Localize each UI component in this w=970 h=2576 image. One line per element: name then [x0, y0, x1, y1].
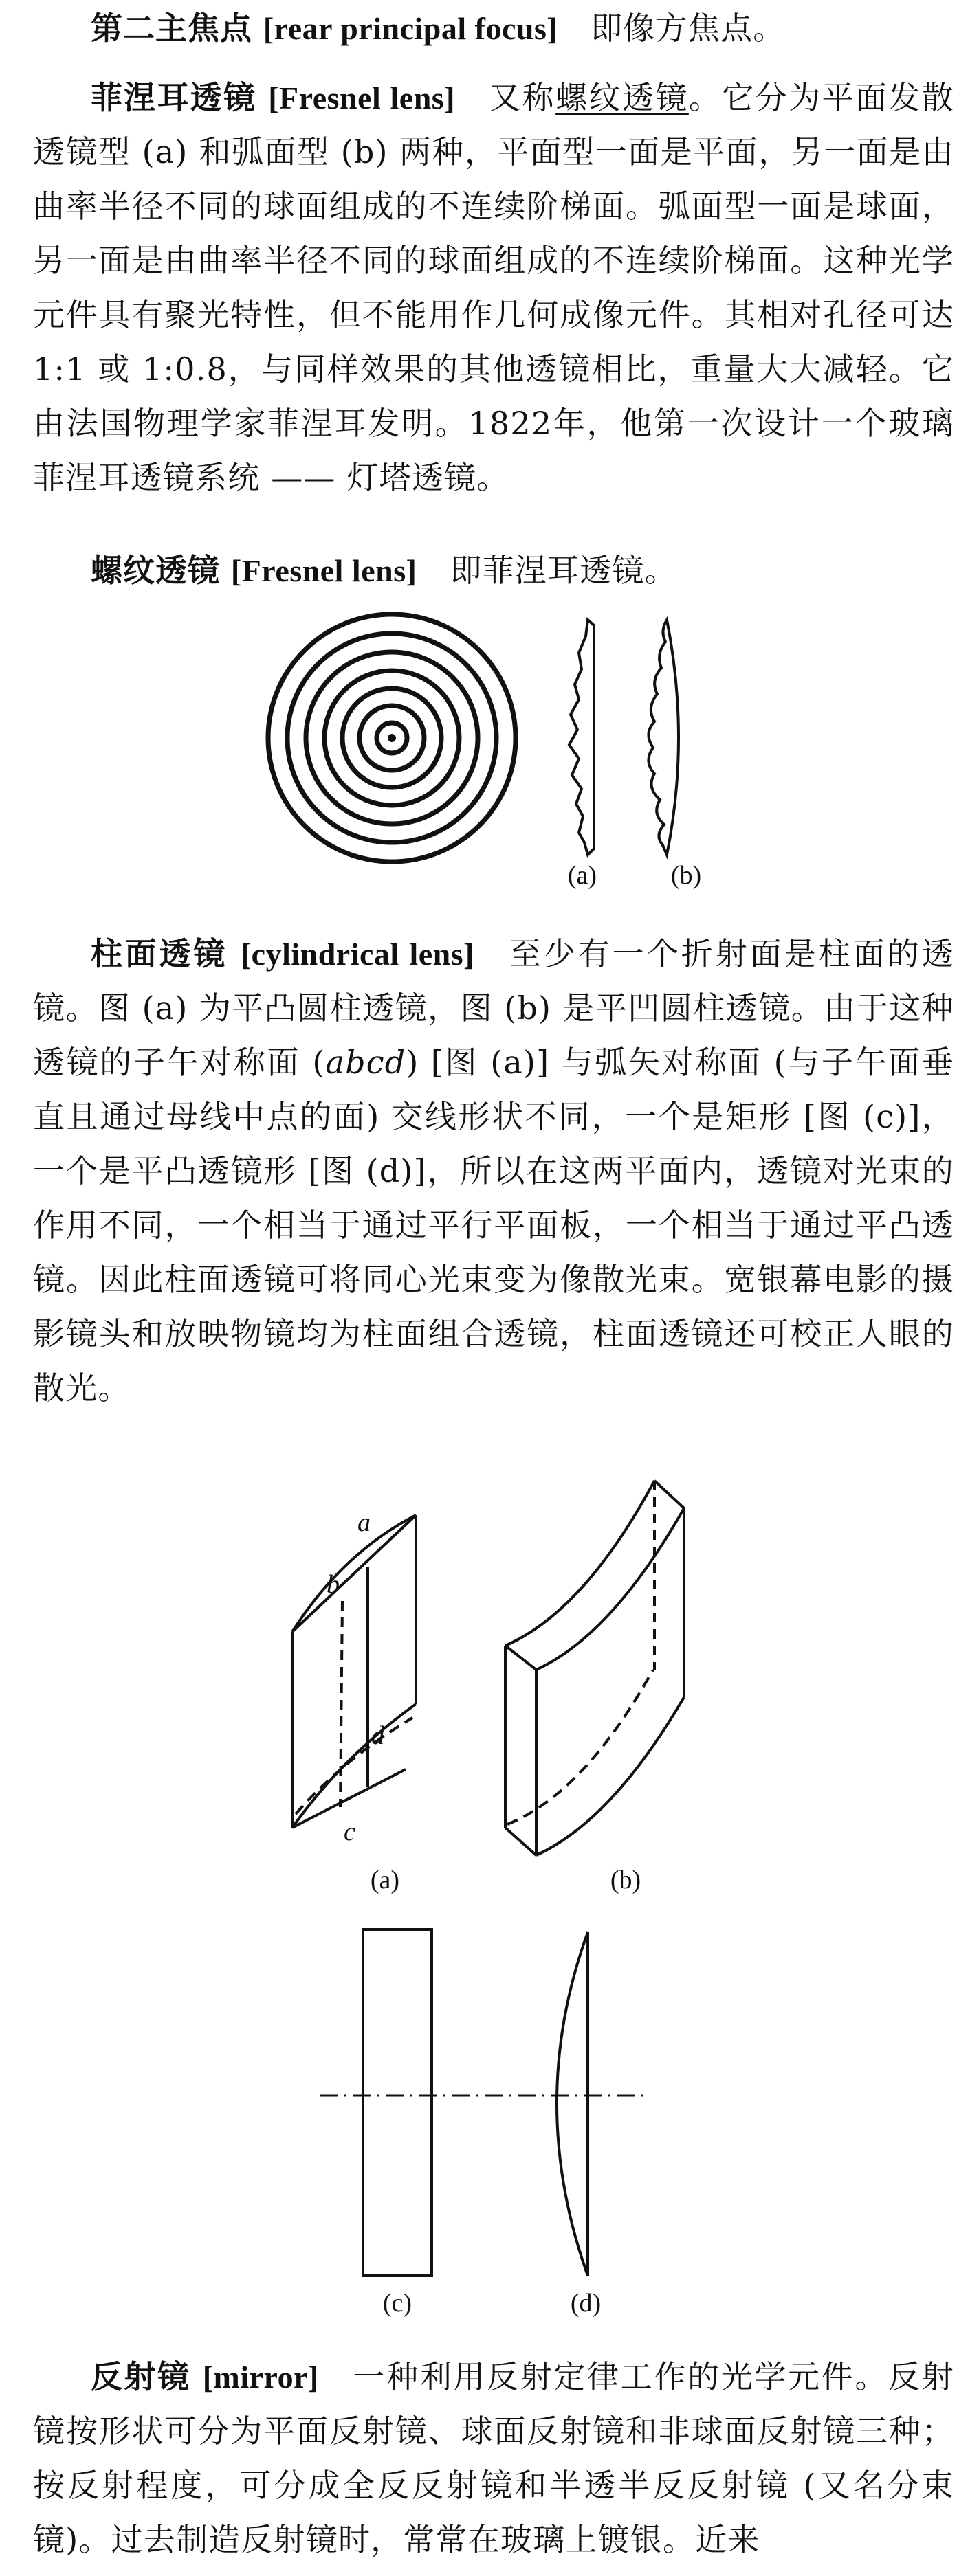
figure-label-d: (d)	[570, 2289, 602, 2318]
entry-paragraph	[33, 2350, 954, 2567]
rectangle-section	[363, 1929, 432, 2276]
figure-label-b: (b)	[610, 1866, 641, 1894]
entry-term: 反射镜	[91, 2358, 191, 2395]
point-label-d: d	[371, 1721, 384, 1750]
figure-label-c: (c)	[382, 2289, 412, 2318]
entry-english-term: [cylindrical lens]	[240, 937, 474, 972]
figure-label-b: (b)	[670, 861, 702, 890]
entry-definition: 。它分为平面发散透镜型 (a) 和弧面型 (b) 两种，平面型一面是平面，另一面是由曲率半径不同的球面组成的不连续阶梯面。弧面型一面是球面，另一面是由曲率半径不同的球面组成的不连续阶梯面。这种光学元件具有聚光特性，但不能用作几何成像元件。其相对孔径可达 1:1 或 1:0.8，与同样效果的其他透镜相比，重量大大减轻。它由法国物理学家菲涅耳发明。1822年，他第一次设计一个玻璃菲涅耳透镜系统 —— 灯塔透镜。	[33, 79, 954, 496]
entry-term: 第二主焦点	[91, 10, 252, 47]
symbol-abcd: abcd	[325, 1044, 406, 1081]
entry-definition: 至少有一个折射面是柱面的透镜。图 (a) 为平凸圆柱透镜，图 (b) 是平凹圆柱透镜。由于这种透镜的子午对称面 (	[33, 935, 955, 1081]
figure-label-a: (a)	[370, 1866, 400, 1894]
entry-definition-lead: 又称	[488, 79, 556, 116]
entry-definition: 即像方焦点。	[591, 10, 786, 47]
entry-english-term: [Fresnel lens]	[268, 80, 456, 115]
point-label-a: a	[357, 1508, 371, 1537]
entry-english-term: [Fresnel lens]	[230, 553, 417, 588]
cross-reference-link[interactable]: 螺纹透镜	[555, 79, 689, 116]
entry-mirror	[33, 2350, 954, 2567]
plano-convex-section	[557, 1932, 588, 2276]
entry-term: 菲涅耳透镜	[91, 79, 257, 116]
entry-english-term: [rear principal focus]	[263, 11, 558, 46]
entry-term: 螺纹透镜	[91, 552, 220, 589]
point-label-b: b	[327, 1570, 340, 1599]
entry-english-term: [mirror]	[202, 2360, 319, 2395]
point-label-c: c	[344, 1817, 355, 1846]
entry-definition-continued: ) [图 (a)] 与弧矢对称面 (与子午面垂直且通过母线中点的面) 交线形状不同，一个是矩形 [图 (c)]，一个是平凸透镜形 [图 (d)]，所以在这两平面内，透镜对光束的作用不同，一个相当于通过平行平面板，一个相当于通过平凸透镜。因此柱面透镜可将同心光束变为像散光束。宽银幕电影的摄影镜头和放映物镜均为柱面组合透镜，柱面透镜还可校正人眼的散光。	[33, 1044, 954, 1407]
entry-term: 柱面透镜	[91, 935, 228, 972]
entry-definition: 即菲涅耳透镜。	[450, 552, 677, 589]
figure-label-a: (a)	[567, 861, 597, 890]
entry-definition: 一种利用反射定律工作的光学元件。反射镜按形状可分为平面反射镜、球面反射镜和非球面反射镜三种；按反射程度，可分成全反反射镜和半透半反反射镜 (又名分束镜)。过去制造反射镜时，常常在玻璃上镀银。近来	[33, 2358, 954, 2558]
